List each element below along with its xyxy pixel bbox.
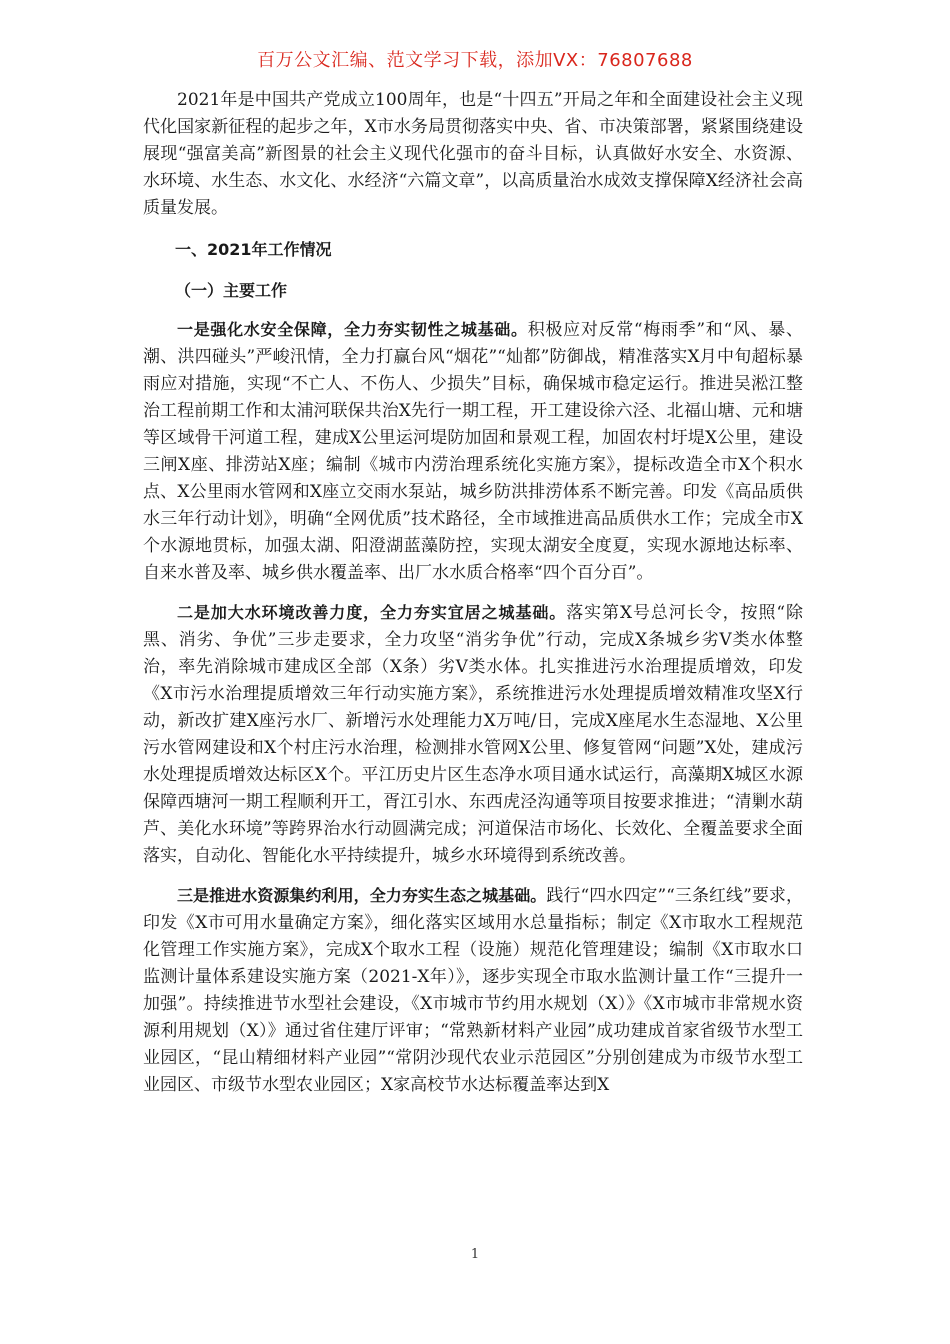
paragraph-body: 积极应对反常“梅雨季”和“风、暴、潮、洪四碰头”严峻汛情，全力打赢台风“烟花”“灿都”防御战，精准落实X月中旬超标暴雨应对措施，实现“不亡人、不伤人、少损失”目标，确保城市稳定运行。推进吴淞江整治工程前期工作和太浦河联保共治X先行一期工程，开工建设徐六泾、北福山塘、元和塘等区域骨干河道工程，建成X公里运河堤防加固和景观工程，加固农村圩堤X公里，建设三闸X座、排涝站X座；编制《城市内涝治理系统化实施方案》，提标改造全市X个积水点、X公里雨水管网和X座立交雨水泵站，城乡防洪排涝体系不断完善。印发《高品质供水三年行动计划》，明确“全网优质”技术路径，全市域推进高品质供水工作；完成全市X个水源地贯标，加强太湖、阳澄湖蓝藻防控，实现太湖安全度夏，实现水源地达标率、自来水普及率、城乡供水覆盖率、出厂水水质合格率“四个百分百”。 [143, 320, 803, 583]
page-number: 1 [470, 1247, 480, 1262]
download-banner: 百万公文汇编、范文学习下载，添加VX：76807688 [257, 50, 693, 71]
subsection-heading: （一）主要工作 [175, 281, 288, 300]
paragraph-lead: 三是推进水资源集约利用，全力夯实生态之城基础。 [177, 886, 547, 905]
paragraph-water-resources [143, 882, 803, 1099]
section-heading: 一、2021年工作情况 [175, 240, 332, 259]
paragraph-body: 践行“四水四定”“三条红线”要求，印发《X市可用水量确定方案》，细化落实区域用水总量指标；制定《X市取水工程规范化管理工作实施方案》，完成X个取水工程（设施）规范化管理建设；编制《X市取水口监测计量体系建设实施方案（2021-X年）》，逐步实现全市取水监测计量工作“三提升一加强”。持续推进节水型社会建设，《X市城市节约用水规划（X）》《X市城市非常规水资源利用规划（X）》通过省住建厅评审；“常熟新材料产业园”成功建成首家省级节水型工业园区，“昆山精细材料产业园”“常阴沙现代农业示范园区”分别创建成为市级节水型工业园区、市级节水型农业园区；X家高校节水达标覆盖率达到X [143, 886, 803, 1095]
document-body [143, 87, 803, 1099]
paragraph-water-safety [143, 316, 803, 587]
paragraph-body: 落实第X号总河长令，按照“除黑、消劣、争优”三步走要求，全力攻坚“消劣争优”行动，完成X条城乡劣Ⅴ类水体整治，率先消除城市建成区全部（X条）劣Ⅴ类水体。扎实推进污水治理提质增效，印发《X市污水治理提质增效三年行动实施方案》，系统推进污水处理提质增效精准攻坚X行动，新改扩建X座污水厂、新增污水处理能力X万吨/日，完成X座尾水生态湿地、X公里污水管网建设和X个村庄污水治理，检测排水管网X公里、修复管网“问题”X处，建成污水处理提质增效达标区X个。平江历史片区生态净水项目通水试运行，高藻期X城区水源保障西塘河一期工程顺利开工，胥江引水、东西虎泾沟通等项目按要求推进；“清剿水葫芦、美化水环境”等跨界治水行动圆满完成；河道保洁市场化、长效化、全覆盖要求全面落实，自动化、智能化水平持续提升，城乡水环境得到系统改善。 [143, 603, 803, 866]
paragraph-lead: 二是加大水环境改善力度，全力夯实宜居之城基础。 [177, 603, 567, 622]
paragraph-lead: 一是强化水安全保障，全力夯实韧性之城基础。 [177, 320, 528, 339]
intro-paragraph: 2021年是中国共产党成立100周年，也是“十四五”开局之年和全面建设社会主义现代化国家新征程的起步之年，X市水务局贯彻落实中央、省、市决策部署，紧紧围绕建设展现“强富美高”新图景的社会主义现代化强市的奋斗目标，认真做好水安全、水资源、水环境、水生态、水文化、水经济“六篇文章”，以高质量治水成效支撑保障X经济社会高质量发展。 [143, 90, 803, 218]
paragraph-water-environment [143, 599, 803, 870]
